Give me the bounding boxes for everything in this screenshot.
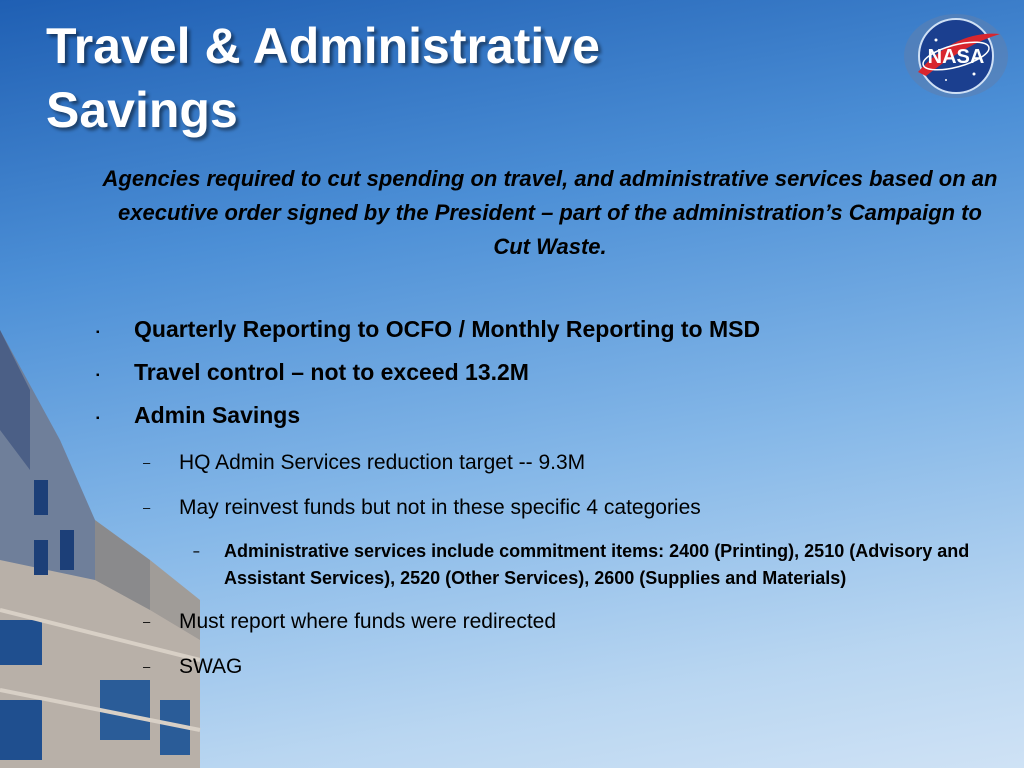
slide-subtitle: Agencies required to cut spending on travel, and administrative services based on an executive order signed by the President – part of the administration’s Campaign to Cut Waste. xyxy=(102,166,998,259)
sub-bullet-marker: – xyxy=(143,659,151,674)
bullet-item xyxy=(96,316,761,343)
nasa-logo xyxy=(896,10,1016,98)
sub-bullet-item xyxy=(143,451,586,475)
sub-bullet-item xyxy=(143,496,701,520)
sub-sub-bullet-marker: – xyxy=(193,544,200,558)
sub-bullet-text: SWAG xyxy=(179,655,243,678)
bullet-text: Travel control – not to exceed 13.2M xyxy=(134,359,529,385)
sub-bullet-item xyxy=(143,655,243,679)
bullet-marker: ▪ xyxy=(96,327,100,338)
bullet-item xyxy=(96,359,529,386)
sub-bullet-marker: – xyxy=(143,455,151,470)
sub-bullet-text: HQ Admin Services reduction target -- 9.3M xyxy=(179,451,586,474)
bullet-item xyxy=(96,402,301,429)
title-line-2: Savings xyxy=(46,82,238,138)
sub-sub-bullet-text: Administrative services include commitment items: 2400 (Printing), 2510 (Advisory and Assistant Services), 2520 (Other Services), 2600 (Supplies and Materials) xyxy=(224,541,970,588)
sub-sub-bullet-item xyxy=(193,538,1004,592)
logo-wordmark: NASA xyxy=(927,46,985,68)
sub-bullet-item xyxy=(143,610,557,634)
bullet-text: Admin Savings xyxy=(134,402,301,428)
sub-bullet-text: Must report where funds were redirected xyxy=(179,610,557,633)
bullet-text: Quarterly Reporting to OCFO / Monthly Reporting to MSD xyxy=(134,316,761,342)
slide-title xyxy=(46,14,746,142)
bullet-marker: ▪ xyxy=(96,413,100,424)
bullet-marker: ▪ xyxy=(96,370,100,381)
title-line-1: Travel & Administrative xyxy=(46,18,600,74)
sub-bullet-marker: – xyxy=(143,500,151,515)
sub-bullet-marker: – xyxy=(143,614,151,629)
sub-bullet-text: May reinvest funds but not in these specific 4 categories xyxy=(179,496,701,519)
